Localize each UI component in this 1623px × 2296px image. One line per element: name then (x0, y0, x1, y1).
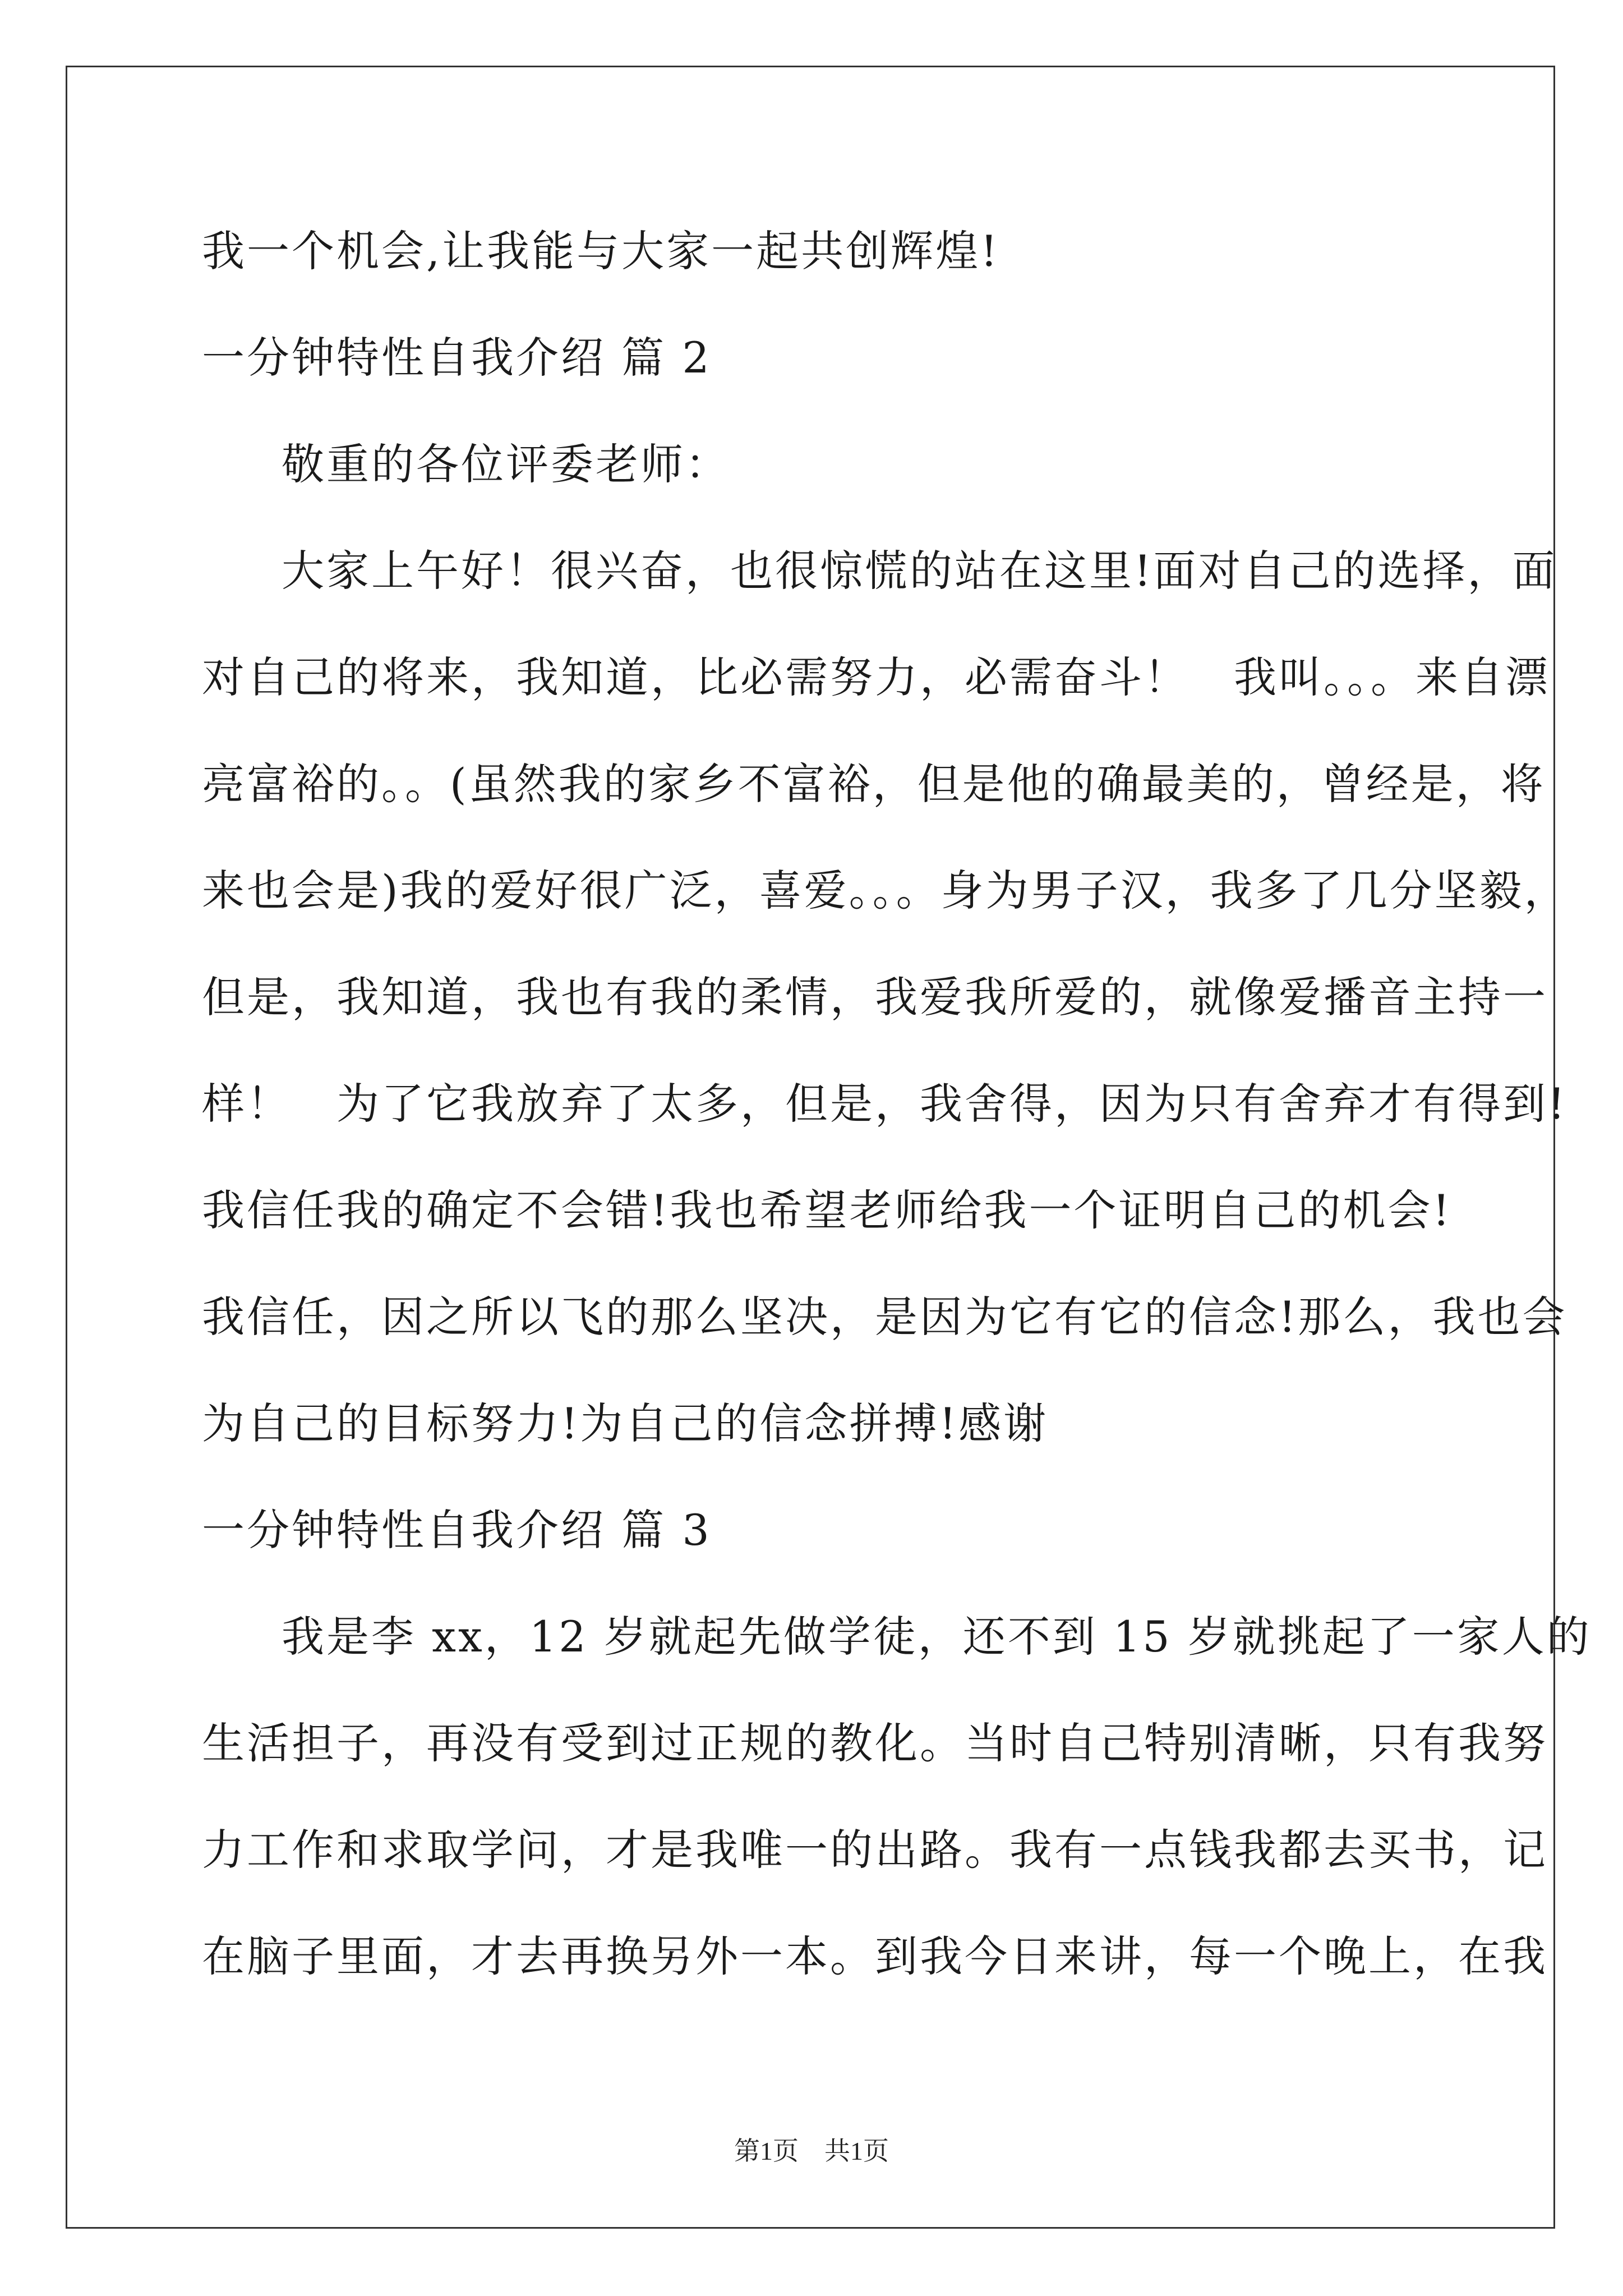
salutation: 敬重的各位评委老师： (282, 439, 730, 489)
text-line: 样！ 为了它我放弃了太多，但是，我舍得，因为只有舍弃才有得到! (202, 1079, 1567, 1129)
text-line: 亮富裕的。。(虽然我的家乡不富裕，但是他的确最美的，曾经是，将 (202, 759, 1546, 809)
section-heading: 一分钟特性自我介绍 篇 3 (202, 1505, 712, 1555)
page-number: 第1页 共1页 (734, 2137, 889, 2165)
section-heading: 一分钟特性自我介绍 篇 2 (202, 333, 712, 383)
text-line: 我一个机会,让我能与大家一起共创辉煌! (202, 226, 1000, 276)
page-border (66, 66, 1555, 2229)
text-line: 大家上午好！很兴奋，也很惊慌的站在这里!面对自己的选择，面 (282, 546, 1557, 596)
text-line: 我信任我的确定不会错!我也希望老师给我一个证明自己的机会! (202, 1185, 1453, 1235)
text-line: 来也会是)我的爱好很广泛，喜爱。。。身为男子汉，我多了几分坚毅， (202, 866, 1569, 915)
text-line: 但是，我知道，我也有我的柔情，我爱我所爱的，就像爱播音主持一 (202, 972, 1548, 1022)
text-line: 为自己的目标努力!为自己的信念拼搏!感谢 (202, 1398, 1049, 1448)
text-line: 在脑子里面，才去再换另外一本。到我今日来讲，每一个晚上，在我 (202, 1931, 1548, 1981)
text-line: 我是李 xx，12 岁就起先做学徒，还不到 15 岁就挑起了一家人的 (282, 1612, 1592, 1662)
text-line: 对自己的将来，我知道，比必需努力，必需奋斗！ 我叫。。。来自漂 (202, 652, 1550, 702)
text-line: 我信任，因之所以飞的那么坚决，是因为它有它的信念!那么，我也会 (202, 1292, 1567, 1342)
text-line: 力工作和求取学问，才是我唯一的出路。我有一点钱我都去买书，记 (202, 1825, 1548, 1875)
text-line: 生活担子，再没有受到过正规的教化。当时自己特别清晰，只有我努 (202, 1718, 1548, 1768)
